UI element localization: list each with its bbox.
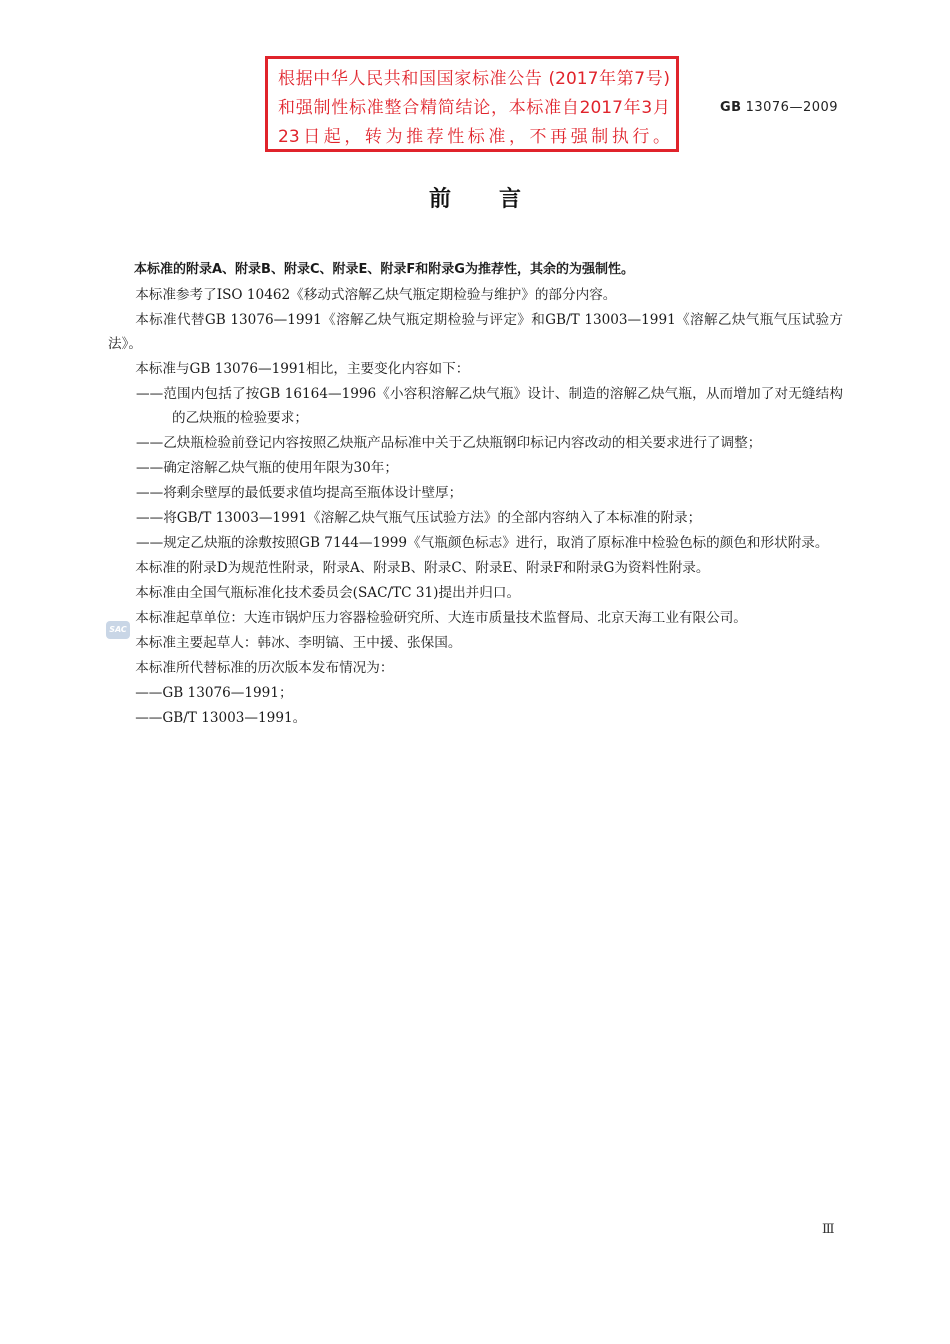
change-item: ——将剩余壁厚的最低要求值均提高至瓶体设计壁厚；	[136, 485, 463, 501]
standard-code: 13076—2009	[745, 100, 839, 115]
change-item: ——范围内包括了按GB 16164—1996《小容积溶解乙炔气瓶》设计、制造的溶解乙炔气瓶，从而增加了对无缝结构的乙炔瓶的检验要求；	[136, 386, 843, 426]
paragraph-changes-intro: 本标准与GB 13076—1991相比，主要变化内容如下：	[135, 361, 470, 377]
history-item: ——GB 13076—1991；	[135, 685, 293, 701]
page-number: Ⅲ	[822, 1222, 835, 1237]
change-item: ——乙炔瓶检验前登记内容按照乙炔瓶产品标准中关于乙炔瓶钢印标记内容改动的相关要求进行了调整；	[136, 435, 762, 451]
change-item: ——将GB/T 13003—1991《溶解乙炔气瓶气压试验方法》的全部内容纳入了本标准的附录；	[136, 510, 702, 526]
paragraph-drafting-units: 本标准起草单位：大连市锅炉压力容器检验研究所、大连市质量技术监督局、北京天海工业有限公司。	[135, 610, 747, 626]
paragraph-drafters: 本标准主要起草人：韩冰、李明镐、王中援、张保国。	[135, 635, 462, 651]
paragraph-appendix-types: 本标准的附录D为规范性附录，附录A、附录B、附录C、附录E、附录F和附录G为资料性附录。	[135, 560, 710, 576]
paragraph-proposer: 本标准由全国气瓶标准化技术委员会(SAC/TC 31)提出并归口。	[135, 585, 521, 601]
page-title: 前言	[428, 187, 569, 212]
mandatory-status-notice: 根据中华人民共和国国家标准公告 (2017年第7号) 和强制性标准整合精简结论，本标准自2017年3月23日起，转为推荐性标准，不再强制执行。	[265, 56, 679, 152]
paragraph-history-intro: 本标准所代替标准的历次版本发布情况为：	[135, 660, 394, 676]
paragraph-replaces: 本标准代替GB 13076—1991《溶解乙炔气瓶定期检验与评定》和GB/T 13003—1991《溶解乙炔气瓶气压试验方法》。	[108, 312, 843, 352]
paragraph-reference: 本标准参考了ISO 10462《移动式溶解乙炔气瓶定期检验与维护》的部分内容。	[135, 287, 617, 303]
change-item: ——规定乙炔瓶的涂敷按照GB 7144—1999《气瓶颜色标志》进行，取消了原标准中检验色标的颜色和形状附录。	[136, 535, 829, 551]
foreword-body	[108, 258, 843, 731]
paragraph-appendix-nature: 本标准的附录A、附录B、附录C、附录E、附录F和附录G为推荐性，其余的为强制性。	[134, 262, 634, 277]
standard-prefix: GB	[720, 100, 742, 115]
standard-number	[720, 100, 838, 115]
history-item: ——GB/T 13003—1991。	[135, 710, 307, 726]
change-item: ——确定溶解乙炔气瓶的使用年限为30年；	[136, 460, 398, 476]
sac-logo-icon: SAC	[106, 621, 130, 639]
